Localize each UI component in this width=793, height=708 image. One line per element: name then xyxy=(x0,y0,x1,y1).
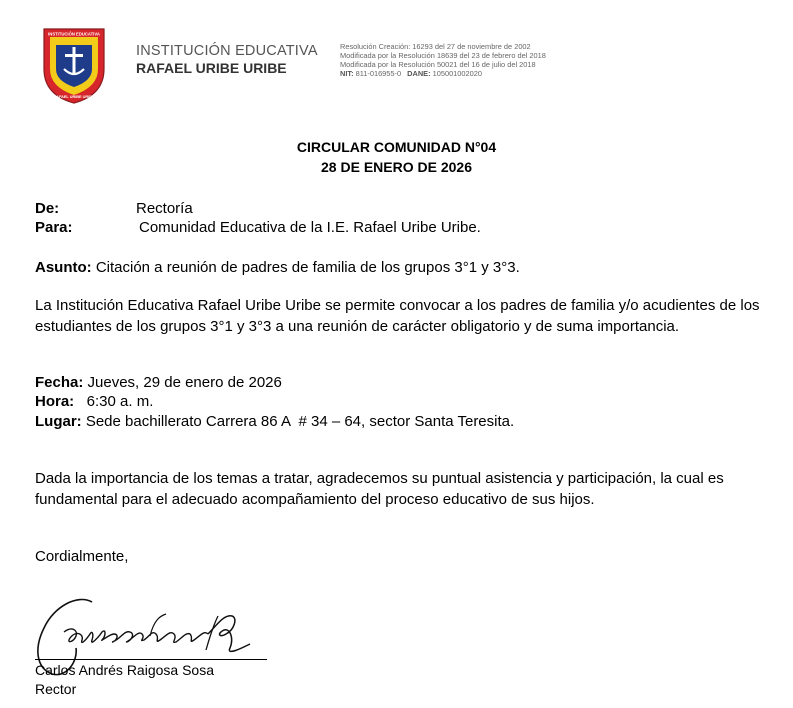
institution-name xyxy=(136,43,318,76)
from-line xyxy=(35,200,193,217)
salutation: Cordialmente, xyxy=(35,548,129,565)
resolution-line: Modificada por la Resolución 18639 del 23 de febrero del 2018 xyxy=(340,51,546,61)
signatory-name: Carlos Andrés Raigosa Sosa xyxy=(35,662,214,678)
dane-label: DANE: xyxy=(407,69,431,79)
institution-name-line1: INSTITUCIÓN EDUCATIVA xyxy=(136,43,318,59)
circular-title: CIRCULAR COMUNIDAD N°04 xyxy=(296,139,497,155)
body-paragraph: La Institución Educativa Rafael Uribe Uribe se permite convocar a los padres de familia y/o acudientes de los estudiantes de los grupos 3°1 y 3°3 a una reunión de carácter obligatorio y de suma importancia. xyxy=(35,297,760,335)
subject-line xyxy=(35,259,520,276)
time-label: Hora: xyxy=(35,393,75,410)
nit-value: 811-016955-0 xyxy=(355,69,402,79)
dane-value: 105001002020 xyxy=(432,69,482,79)
date-value: Jueves, 29 de enero de 2026 xyxy=(83,374,282,391)
institution-name-line2: RAFAEL URIBE URIBE xyxy=(136,59,287,76)
date-label: Fecha: xyxy=(35,374,84,391)
signatory-role: Rector xyxy=(35,681,77,697)
from-label: De: xyxy=(35,200,60,217)
date-line xyxy=(35,374,282,391)
subject-value: Citación a reunión de padres de familia de los grupos 3°1 y 3°3. xyxy=(91,259,520,276)
signature-rule xyxy=(35,659,267,660)
to-label: Para: xyxy=(35,219,73,236)
resolution-line: Resolución Creación: 16293 del 27 de noviembre de 2002 xyxy=(340,42,531,51)
circular-date: 28 DE ENERO DE 2026 xyxy=(321,159,472,175)
to-line xyxy=(35,219,481,236)
institution-shield-logo xyxy=(40,25,108,105)
place-line xyxy=(35,413,514,430)
place-label: Lugar: xyxy=(35,413,82,430)
place-value: Sede bachillerato Carrera 86 A # 34 – 64, sector Santa Teresita. xyxy=(81,413,515,430)
logo-top-text: INSTITUCIÓN EDUCATIVA xyxy=(48,31,100,37)
subject-label: Asunto: xyxy=(35,259,92,276)
from-value: Rectoría xyxy=(136,200,193,217)
to-value: Comunidad Educativa de la I.E. Rafael Uribe Uribe. xyxy=(139,219,481,236)
time-line xyxy=(35,393,153,410)
resolution-line: Modificada por la Resolución 50021 del 16 de julio del 2018 xyxy=(340,60,536,70)
closing-paragraph: Dada la importancia de los temas a tratar, agradecemos su puntual asistencia y participación, la cual es fundamental para el adecuado acompañamiento del proceso educativo de sus hijos. xyxy=(35,470,724,508)
logo-bottom-text: RAFAEL URIBE URIBE xyxy=(53,95,95,99)
nit-dane-line xyxy=(340,69,546,78)
nit-label: NIT: xyxy=(340,69,354,79)
time-value: 6:30 a. m. xyxy=(74,393,154,410)
resolution-block xyxy=(340,42,546,78)
